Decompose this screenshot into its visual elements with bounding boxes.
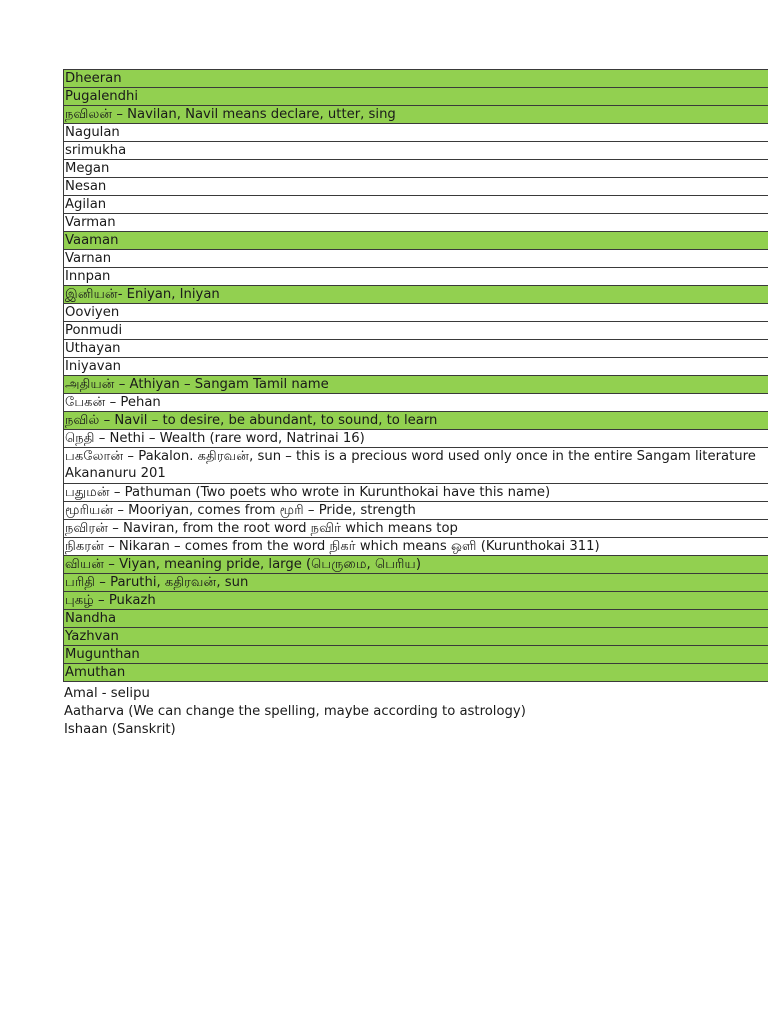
table-row	[64, 88, 768, 106]
table-row	[64, 412, 768, 430]
table-row	[64, 340, 768, 358]
table-row	[64, 286, 768, 304]
table-cell[interactable]: Varnan	[64, 250, 768, 268]
table-row	[64, 610, 768, 628]
table-row	[64, 592, 768, 610]
table-row	[64, 142, 768, 160]
table-cell[interactable]: புகழ் – Pukazh	[64, 592, 768, 610]
table-cell[interactable]: Dheeran	[64, 70, 768, 88]
table-row	[64, 646, 768, 664]
table-cell[interactable]: Ponmudi	[64, 322, 768, 340]
table-row	[64, 484, 768, 502]
table-cell[interactable]: நவில் – Navil – to desire, be abundant, to sound, to learn	[64, 412, 768, 430]
table-row	[64, 430, 768, 448]
table-row	[64, 178, 768, 196]
table-row	[64, 214, 768, 232]
table-row	[64, 304, 768, 322]
table-cell[interactable]: srimukha	[64, 142, 768, 160]
names-table-body	[64, 70, 768, 682]
table-cell[interactable]: மூரியன் – Mooriyan, comes from மூரி – Pride, strength	[64, 502, 768, 520]
list-item: Ishaan (Sanskrit)	[64, 722, 176, 737]
table-cell[interactable]: Ooviyen	[64, 304, 768, 322]
table-cell[interactable]	[64, 448, 768, 484]
table-row	[64, 664, 768, 682]
table-row	[64, 268, 768, 286]
table-row	[64, 538, 768, 556]
table-cell[interactable]: Innpan	[64, 268, 768, 286]
cell-text-line: பகலோன் – Pakalon. கதிரவன், sun – this is a precious word used only once in the entire Sangam literature	[65, 449, 756, 464]
table-cell[interactable]: நவிரன் – Naviran, from the root word நவிர் which means top	[64, 520, 768, 538]
table-cell[interactable]: நெதி – Nethi – Wealth (rare word, Natrinai 16)	[64, 430, 768, 448]
table-cell[interactable]: பேகன் – Pehan	[64, 394, 768, 412]
table-cell[interactable]: Nandha	[64, 610, 768, 628]
table-row	[64, 124, 768, 142]
table-cell[interactable]: Varman	[64, 214, 768, 232]
table-cell[interactable]: அதியன் – Athiyan – Sangam Tamil name	[64, 376, 768, 394]
table-row	[64, 574, 768, 592]
table-row	[64, 520, 768, 538]
table-cell[interactable]: Uthayan	[64, 340, 768, 358]
table-cell[interactable]: Iniyavan	[64, 358, 768, 376]
table-cell[interactable]: வியன் – Viyan, meaning pride, large (பெருமை, பெரிய)	[64, 556, 768, 574]
table-cell[interactable]: இனியன்- Eniyan, Iniyan	[64, 286, 768, 304]
list-item: Aatharva (We can change the spelling, maybe according to astrology)	[64, 704, 526, 719]
cell-text-line: Akananuru 201	[65, 466, 166, 481]
table-row	[64, 106, 768, 124]
table-cell[interactable]: பதுமன் – Pathuman (Two poets who wrote in Kurunthokai have this name)	[64, 484, 768, 502]
table-row	[64, 250, 768, 268]
table-cell[interactable]: Megan	[64, 160, 768, 178]
table-row	[64, 196, 768, 214]
table-cell[interactable]: பரிதி – Paruthi, கதிரவன், sun	[64, 574, 768, 592]
table-row	[64, 376, 768, 394]
table-cell[interactable]: நிகரன் – Nikaran – comes from the word நிகர் which means ஒளி (Kurunthokai 311)	[64, 538, 768, 556]
table-row	[64, 70, 768, 88]
table-row	[64, 556, 768, 574]
table-row	[64, 160, 768, 178]
table-cell[interactable]: Amuthan	[64, 664, 768, 682]
table-row	[64, 502, 768, 520]
table-cell[interactable]: Vaaman	[64, 232, 768, 250]
plain-names-list	[64, 685, 526, 739]
table-cell[interactable]: Nesan	[64, 178, 768, 196]
table-cell[interactable]: Mugunthan	[64, 646, 768, 664]
table-cell[interactable]: Pugalendhi	[64, 88, 768, 106]
table-cell[interactable]: Agilan	[64, 196, 768, 214]
table-row	[64, 448, 768, 484]
table-cell[interactable]: Nagulan	[64, 124, 768, 142]
table-cell[interactable]: Yazhvan	[64, 628, 768, 646]
names-table	[63, 69, 768, 682]
table-row	[64, 322, 768, 340]
table-row	[64, 358, 768, 376]
list-item: Amal - selipu	[64, 686, 150, 701]
table-row	[64, 232, 768, 250]
table-cell[interactable]: நவிலன் – Navilan, Navil means declare, utter, sing	[64, 106, 768, 124]
table-row	[64, 394, 768, 412]
table-row	[64, 628, 768, 646]
